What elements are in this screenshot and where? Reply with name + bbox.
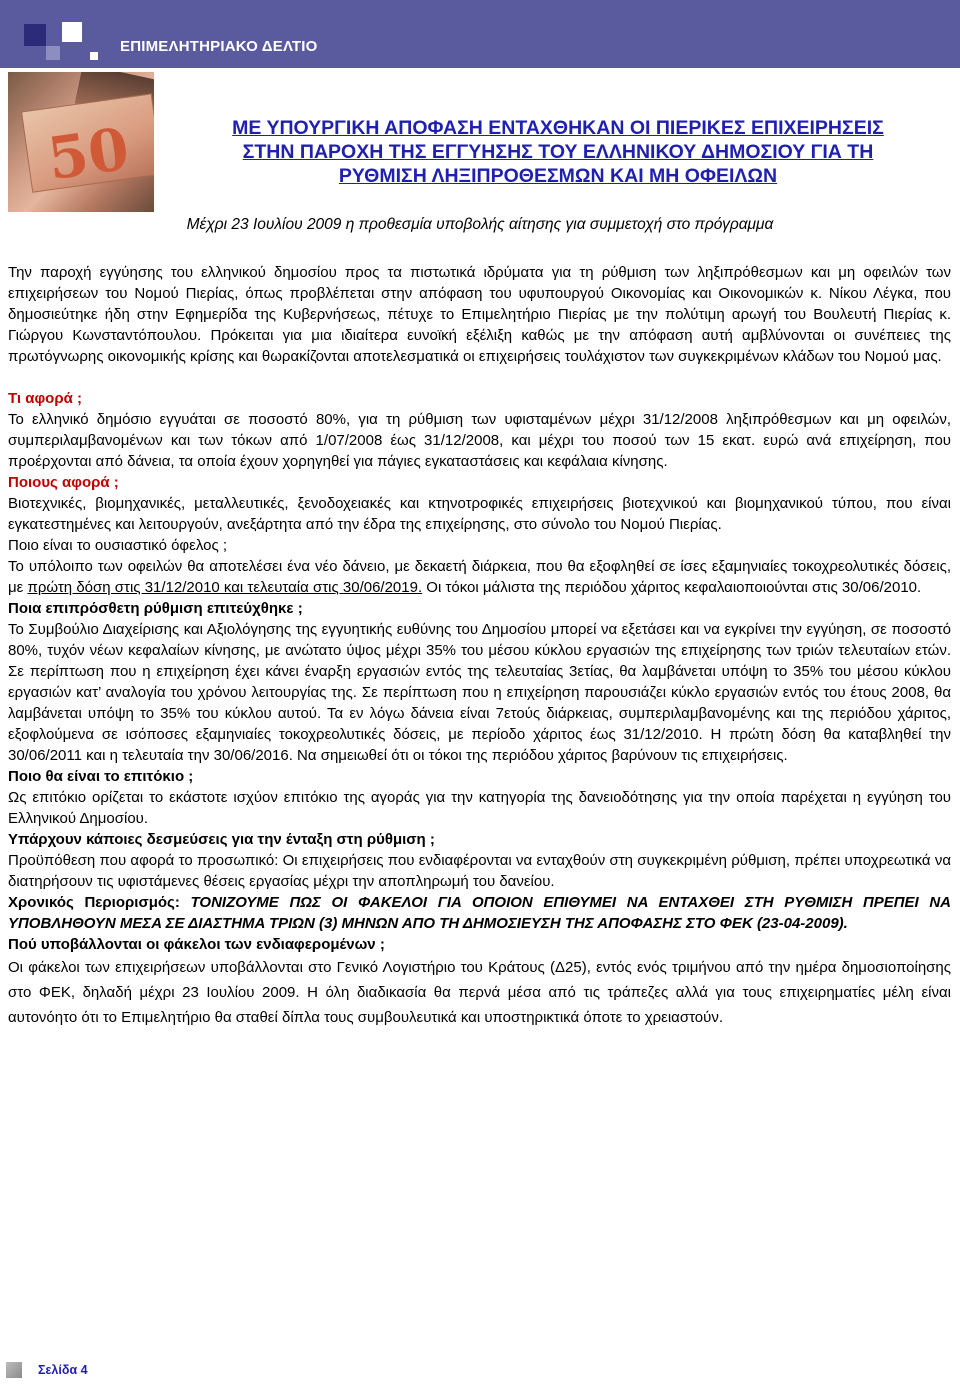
section-text: Προϋπόθεση που αφορά το προσωπικό: Οι επιχειρήσεις που ενδιαφέρονται να ενταχθούν στη συγκεκριμένη ρύθμιση, πρέπει υποχρεωτικά να διατηρήσουν τις υφιστάμενες θέσεις εργασίας μέχρι την αποπληρωμή του δανείου. xyxy=(8,852,951,890)
section-text: Βιοτεχνικές, βιομηχανικές, μεταλλευτικές, ξενοδοχειακές και κτηνοτροφικές επιχειρήσεις βιοτεχνικού και βιομηχανικού τύπου, που είναι εγκατεστημένες και λειτουργούν, ανεξάρτητα από την έδρα της επιχείρησης, στο σύνολο του Νομού Πιερίας. xyxy=(8,495,951,533)
decor-square xyxy=(62,22,82,42)
headline-line: ΜΕ ΥΠΟΥΡΓΙΚΗ ΑΠΟΦΑΣΗ ΕΝΤΑΧΘΗΚΑΝ ΟΙ ΠΙΕΡΙΚΕΣ ΕΠΙΧΕΙΡΗΣΕΙΣ xyxy=(232,117,884,139)
section-heading: Ποιο είναι το ουσιαστικό όφελος ; xyxy=(8,537,228,554)
section-heading: Υπάρχουν κάποιες δεσμεύσεις για την ένταξη στη ρύθμιση ; xyxy=(8,831,435,848)
section-text xyxy=(8,556,951,598)
article-headline xyxy=(176,116,940,188)
decor-square xyxy=(90,52,98,60)
benefit-text-a: Το υπόλοιπο των οφειλών θα αποτελέσει ένα νέο δάνειο, με δεκαετή διάρκεια, που θα εξοφληθεί σε ίσες εξαμηνιαίες τοκοχρεολυτικές δόσεις, με xyxy=(8,558,951,596)
headline-line: ΡΥΘΜΙΣΗ ΛΗΞΙΠΡΟΘΕΣΜΩΝ ΚΑΙ ΜΗ ΟΦΕΙΛΩΝ xyxy=(338,165,778,187)
section-heading: Ποιο θα είναι το επιτόκιο ; xyxy=(8,768,194,785)
header-bar xyxy=(0,0,960,68)
banknote-number: 50 xyxy=(43,114,134,194)
article-subtitle: Μέχρι 23 Ιουλίου 2009 η προθεσμία υποβολής αίτησης για συμμετοχή στο πρόγραμμα xyxy=(186,216,774,233)
euro-banknote-photo xyxy=(8,72,154,212)
section-heading: Τι αφορά ; xyxy=(8,390,83,407)
section-text: Ως επιτόκιο ορίζεται το εκάστοτε ισχύον επιτόκιο της αγοράς για την κατηγορία της δανειοδότησης για την οποία παρέχεται η εγγύηση του Ελληνικού Δημοσίου. xyxy=(8,789,951,827)
deadline-label: Χρονικός Περιορισμός: xyxy=(8,894,191,911)
section-text: Το Συμβούλιο Διαχείρισης και Αξιολόγησης της εγγυητικής ευθύνης του Δημοσίου μπορεί να εξετάσει και να εγκρίνει την εγγύηση, σε ποσοστό 80%, τυχόν νέων κεφαλαίων κίνησης, με ανώτατο ύψος μέχρι 35% του μέσου κύκλου εργασιών της επιχείρησης των τριών τελευταίων ετών. Σε περίπτωση που η επιχείρηση έχει κάνει έναρξη εργασιών εντός της τελευταίας 3ετίας, θα λαμβάνεται υπόψη το 35% του μέσου κύκλου εργασιών κατ’ αναλογία του χρόνου λειτουργίας της. Σε περίπτωση που η επιχείρηση παρουσιάζει κύκλο εργασιών εντός του έτους 2008, θα λαμβάνεται υπόψη το 35% του κύκλου αυτού. Τα εν λόγω δάνεια είναι 7ετούς διάρκειας, συμπεριλαμβανομένης και της περιόδου χάριτος, εξοφλούμενα σε ισόποσες εξαμηνιαίες τοκοχρεολυτικές δόσεις, με περίοδο χάριτος έως 31/12/2010. Η πρώτη δόση θα καταβληθεί την 30/06/2011 και η τελευταία την 30/06/2016. Να σημειωθεί ότι οι τόκοι της περιόδου χάριτος βαρύνουν τις επιχειρήσεις. xyxy=(8,621,951,764)
article-body xyxy=(8,262,951,1030)
footer-square xyxy=(6,1362,22,1378)
intro-paragraph: Την παροχή εγγύησης του ελληνικού δημοσίου προς τα πιστωτικά ιδρύματα για τη ρύθμιση των ληξιπρόθεσμων και μη οφειλών των επιχειρήσεων του Νομού Πιερίας, όπως προβλέπεται στην απόφαση του υφυπουργού Οικονομίας και Οικονομικών κ. Νίκου Λέγκα, που δημοσιεύτηκε ήδη στην Εφημερίδα της Κυβερνήσεως, πέτυχε το Επιμελητήριο Πιερίας με την πολύτιμη αρωγή του Βουλευτή Πιερίας κ. Γιώργου Κωνσταντόπουλου. Πρόκειται για μια ιδιαίτερα ευνοϊκή εξέλιξη καθώς με την απόφαση αυτή αμβλύνονται οι συνέπειες της πρωτόγνωρης οικονομικής κρίσης και θωρακίζονται αποτελεσματικά οι επιχειρήσεις τουλάχιστον των συγκεκριμένων κλάδων του Νομού μας. xyxy=(8,264,951,365)
headline-line: ΣΤΗΝ ΠΑΡΟΧΗ ΤΗΣ ΕΓΓΥΗΣΗΣ ΤΟΥ ΕΛΛΗΝΙΚΟΥ ΔΗΜΟΣΙΟΥ ΓΙΑ ΤΗ xyxy=(242,141,874,163)
benefit-text-b: Οι τόκοι μάλιστα της περιόδου χάριτος κεφαλαιοποιούνται στις 30/06/2010. xyxy=(422,579,922,596)
decor-square xyxy=(46,46,60,60)
section-heading: Ποιους αφορά ; xyxy=(8,474,119,491)
section-text: Το ελληνικό δημόσιο εγγυάται σε ποσοστό 80%, για τη ρύθμιση των υφισταμένων μέχρι 31/12/2008 ληξιπρόθεσμων και μη οφειλών, συμπεριλαμβανομένων και των τόκων από 1/07/2008 έως 31/12/2008, και μέχρι του ποσού των 15 εκατ. ευρώ ανά επιχείρηση, που προέρχονται από δάνεια, τα οποία έχουν χορηγηθεί για πάγιες εγκαταστάσεις και κεφάλαια κίνησης. xyxy=(8,411,951,470)
deadline-text: ΤΟΝΙΖΟΥΜΕ ΠΩΣ ΟΙ ΦΑΚΕΛΟΙ ΓΙΑ ΟΠΟΙΟΝ ΕΠΙΘΥΜΕΙ ΝΑ ΕΝΤΑΧΘΕΙ ΣΤΗ ΡΥΘΜΙΣΗ ΠΡΕΠΕΙ ΝΑ ΥΠΟΒΛΗΘΟΥΝ ΜΕΣΑ ΣΕ ΔΙΑΣΤΗΜΑ ΤΡΙΩΝ (3) ΜΗΝΩΝ ΑΠΟ ΤΗ ΔΗΜΟΣΙΕΥΣΗ ΤΗΣ ΑΠΟΦΑΣΗΣ ΣΤΟ ΦΕΚ (23-04-2009). xyxy=(8,894,951,932)
deadline-notice xyxy=(8,892,951,934)
newsletter-title: ΕΠΙΜΕΛΗΤΗΡΙΑΚΟ ΔΕΛΤΙΟ xyxy=(120,38,318,55)
section-heading: Ποια επιπρόσθετη ρύθμιση επιτεύχθηκε ; xyxy=(8,600,303,617)
benefit-dates-underlined: πρώτη δόση στις 31/12/2010 και τελευταία στις 30/06/2019. xyxy=(27,579,423,596)
page-number: Σελίδα 4 xyxy=(38,1363,88,1377)
section-heading: Πού υποβάλλονται οι φάκελοι των ενδιαφερομένων ; xyxy=(8,936,385,953)
decor-square xyxy=(24,24,46,46)
section-text: Οι φάκελοι των επιχειρήσεων υποβάλλονται στο Γενικό Λογιστήριο του Κράτους (Δ25), εντός ενός τριμήνου από την ημέρα δημοσιοποίησης στο ΦΕΚ, δηλαδή μέχρι 23 Ιουλίου 2009. Η όλη διαδικασία θα περνά μέσα από τις τράπεζες αλλά για τους επιχειρηματίες μέλη είναι αυτονόητο ότι το Επιμελητήριο θα σταθεί δίπλα τους συμβουλευτικά και υποστηρικτικά όποτε το χρειαστούν. xyxy=(8,959,951,1026)
